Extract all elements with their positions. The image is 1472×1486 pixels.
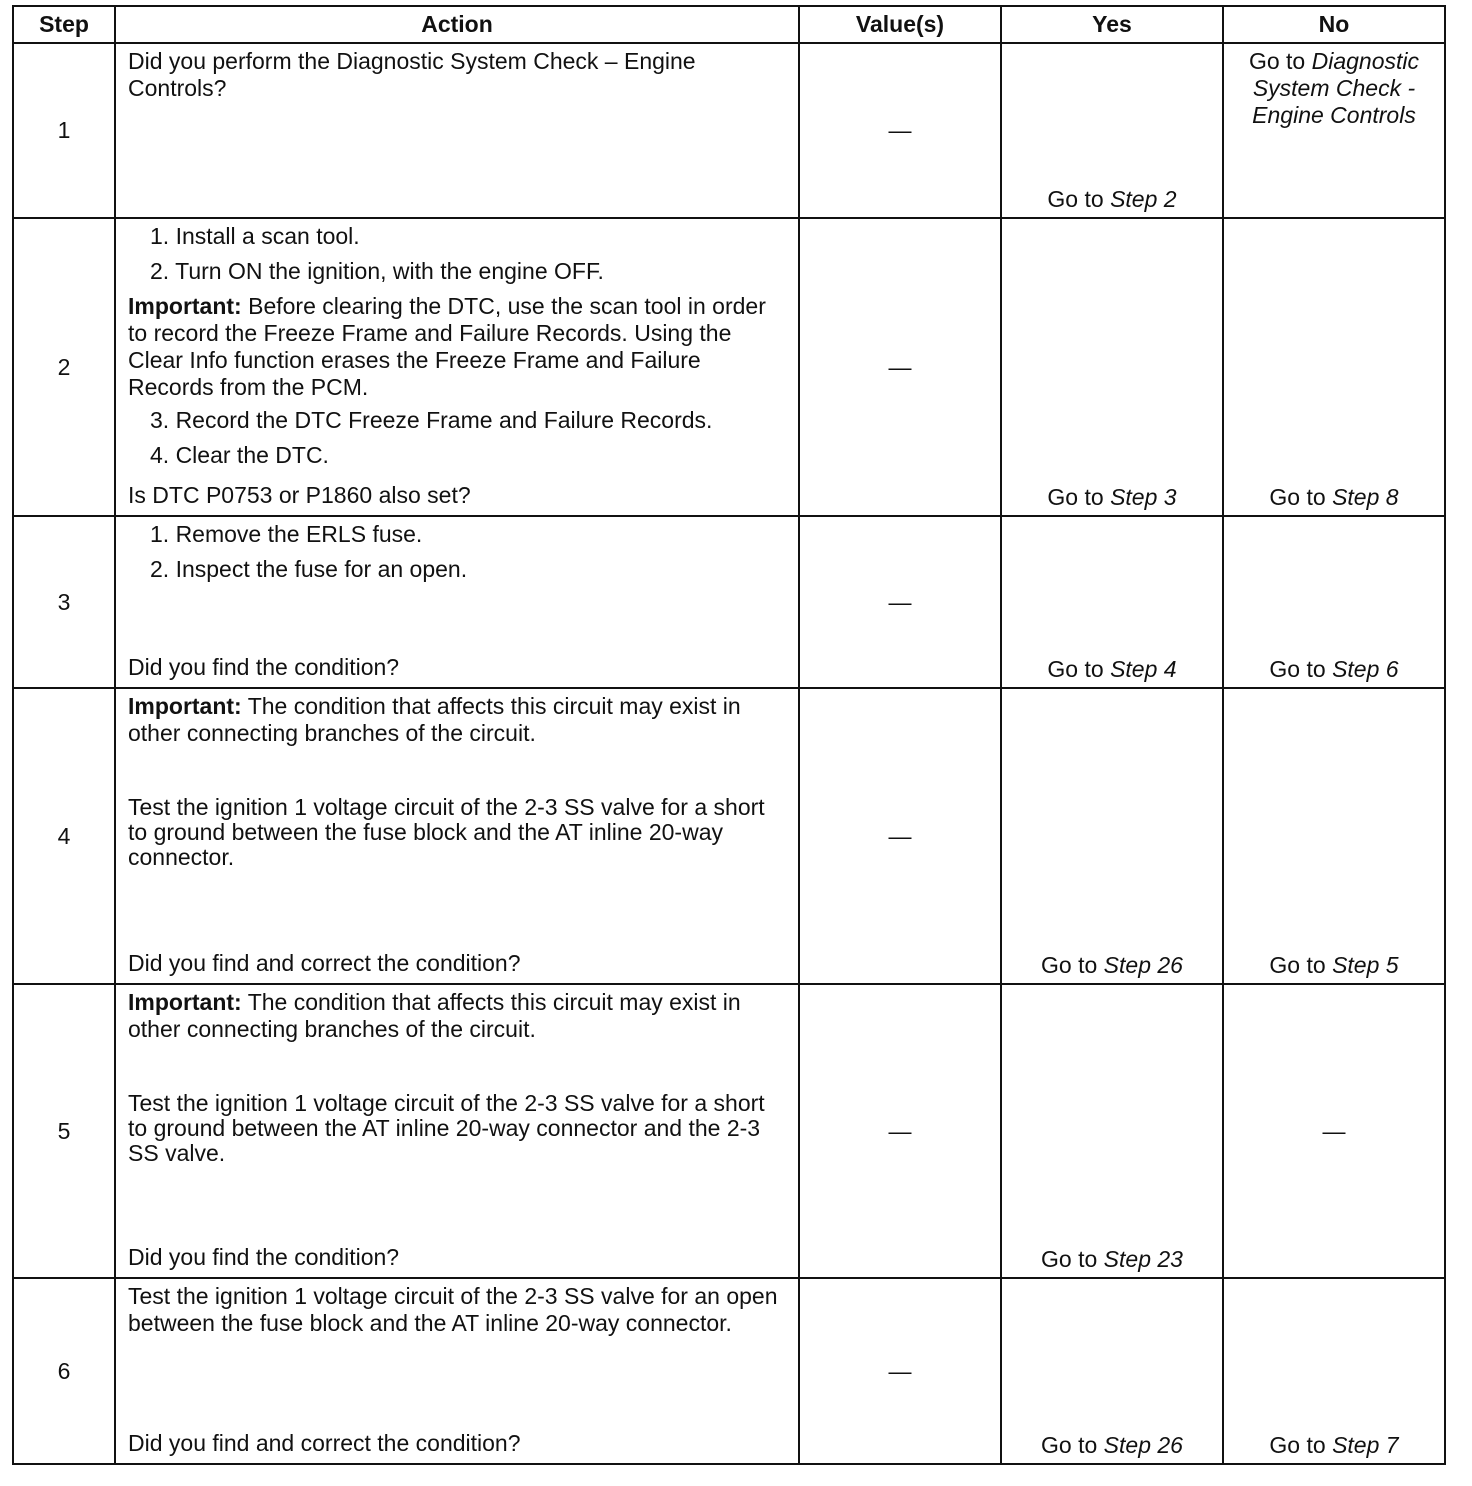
go-to-label: Go to	[1047, 656, 1104, 682]
value-cell: —	[799, 218, 1001, 516]
action-cell	[115, 516, 799, 688]
no-cell	[1223, 516, 1445, 688]
no-target: Diagnostic System Check - Engine Controls	[1252, 48, 1420, 128]
yes-cell	[1001, 984, 1223, 1278]
list-item: 2. Inspect the fuse for an open.	[150, 556, 468, 582]
no-cell	[1223, 218, 1445, 516]
yes-cell	[1001, 688, 1223, 984]
yes-step: Step 2	[1110, 186, 1177, 212]
action-cell	[115, 688, 799, 984]
go-to-label: Go to	[1269, 1432, 1326, 1458]
no-link[interactable]	[1224, 952, 1444, 979]
step-number: 2	[13, 218, 115, 516]
yes-link[interactable]	[1002, 484, 1222, 511]
action-body: Test the ignition 1 voltage circuit of the 2-3 SS valve for a short to ground between the fuse block and the AT inline 20-way connector.	[128, 794, 765, 870]
go-to-label: Go to	[1047, 186, 1104, 212]
yes-link[interactable]	[1002, 1432, 1222, 1459]
yes-step: Step 26	[1103, 952, 1183, 978]
yes-cell	[1001, 1278, 1223, 1464]
action-cell	[115, 1278, 799, 1464]
no-step: Step 7	[1332, 1432, 1399, 1458]
list-item: 1. Remove the ERLS fuse.	[150, 521, 423, 547]
important-note	[128, 293, 786, 401]
diagnostic-table	[12, 5, 1446, 1465]
yes-link[interactable]	[1002, 186, 1222, 213]
step-number: 6	[13, 1278, 115, 1464]
important-label: Important:	[128, 693, 242, 719]
action-cell	[115, 43, 799, 218]
important-text: The condition that affects this circuit may exist in other connecting branches of the circuit.	[128, 693, 741, 746]
action-text: Did you perform the Diagnostic System Check – Engine Controls?	[128, 48, 696, 101]
action-body: Test the ignition 1 voltage circuit of the 2-3 SS valve for a short to ground between the AT inline 20-way connector and the 2-3 SS valve.	[128, 1090, 765, 1166]
yes-cell	[1001, 43, 1223, 218]
action-question: Did you find and correct the condition?	[128, 1430, 521, 1456]
action-cell	[115, 984, 799, 1278]
value-cell: —	[799, 1278, 1001, 1464]
important-text: Before clearing the DTC, use the scan tool in order to record the Freeze Frame and Failure Records. Using the Clear Info function erases the Freeze Frame and Failure Records from the PCM.	[128, 293, 766, 400]
important-note	[128, 989, 786, 1043]
yes-step: Step 3	[1110, 484, 1177, 510]
table-row	[13, 516, 1445, 688]
action-question: Is DTC P0753 or P1860 also set?	[128, 482, 471, 508]
header-values: Value(s)	[799, 6, 1001, 43]
no-step: Step 5	[1332, 952, 1399, 978]
no-link[interactable]	[1224, 44, 1444, 129]
no-link[interactable]	[1224, 484, 1444, 511]
go-to-label: Go to	[1041, 1246, 1098, 1272]
no-cell	[1223, 1278, 1445, 1464]
yes-link[interactable]	[1002, 952, 1222, 979]
value-cell: —	[799, 984, 1001, 1278]
go-to-label: Go to	[1047, 484, 1104, 510]
table-row	[13, 1278, 1445, 1464]
list-item: 2. Turn ON the ignition, with the engine OFF.	[150, 258, 604, 284]
go-to-label: Go to	[1269, 656, 1326, 682]
yes-step: Step 26	[1103, 1432, 1183, 1458]
step-number: 1	[13, 43, 115, 218]
yes-step: Step 23	[1103, 1246, 1183, 1272]
important-text: The condition that affects this circuit may exist in other connecting branches of the circuit.	[128, 989, 741, 1042]
yes-step: Step 4	[1110, 656, 1177, 682]
step-number: 4	[13, 688, 115, 984]
go-to-label: Go to	[1269, 952, 1326, 978]
go-to-label: Go to	[1041, 1432, 1098, 1458]
yes-link[interactable]	[1002, 1246, 1222, 1273]
action-question: Did you find the condition?	[128, 1244, 400, 1270]
yes-link[interactable]	[1002, 656, 1222, 683]
action-body: Test the ignition 1 voltage circuit of the 2-3 SS valve for an open between the fuse block and the AT inline 20-way connector.	[128, 1283, 778, 1336]
header-step: Step	[13, 6, 115, 43]
list-item: 3. Record the DTC Freeze Frame and Failure Records.	[150, 407, 713, 433]
go-to-label: Go to	[1041, 952, 1098, 978]
list-item: 1. Install a scan tool.	[150, 223, 360, 249]
go-to-label: Go to	[1269, 484, 1326, 510]
no-link[interactable]	[1224, 656, 1444, 683]
list-item: 4. Clear the DTC.	[150, 442, 329, 468]
value-cell: —	[799, 516, 1001, 688]
table-row	[13, 43, 1445, 218]
important-label: Important:	[128, 293, 242, 319]
no-step: Step 8	[1332, 484, 1399, 510]
action-cell	[115, 218, 799, 516]
go-to-label: Go to	[1248, 48, 1306, 74]
no-link[interactable]	[1224, 1432, 1444, 1459]
step-number: 5	[13, 984, 115, 1278]
table-row	[13, 984, 1445, 1278]
table-row	[13, 218, 1445, 516]
yes-cell	[1001, 218, 1223, 516]
important-label: Important:	[128, 989, 242, 1015]
value-cell: —	[799, 43, 1001, 218]
header-yes: Yes	[1001, 6, 1223, 43]
no-step: Step 6	[1332, 656, 1399, 682]
table-row	[13, 688, 1445, 984]
header-row	[13, 6, 1445, 43]
value-cell: —	[799, 688, 1001, 984]
action-question: Did you find and correct the condition?	[128, 950, 521, 976]
header-no: No	[1223, 6, 1445, 43]
header-action: Action	[115, 6, 799, 43]
step-number: 3	[13, 516, 115, 688]
no-cell	[1223, 43, 1445, 218]
action-question: Did you find the condition?	[128, 654, 400, 680]
no-cell	[1223, 688, 1445, 984]
important-note	[128, 693, 786, 747]
yes-cell	[1001, 516, 1223, 688]
no-cell: —	[1223, 984, 1445, 1278]
